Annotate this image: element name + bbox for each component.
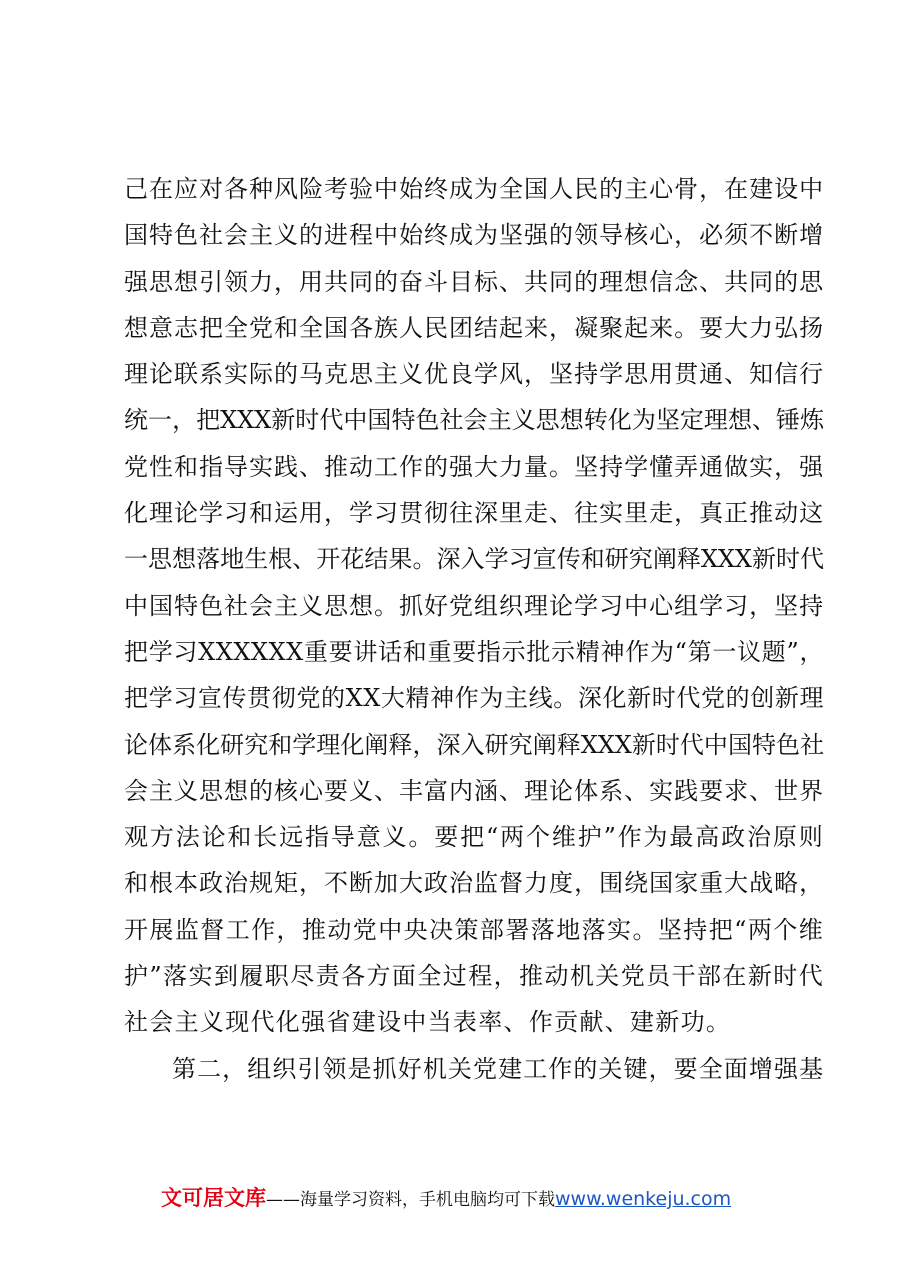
text-line: 党性和指导实践、推动工作的强大力量。坚持学懂弄通做实，强 [124,452,824,481]
paragraph-start-line: 第二，组织引领是抓好机关党建工作的关键，要全面增强基 [172,1054,824,1083]
text-line: 国特色社会主义的进程中始终成为坚强的领导核心，必须不断增 [124,221,824,250]
text-line: 一思想落地生根、开花结果。深入学习宣传和研究阐释XXX新时代 [124,545,824,574]
document-body [124,166,824,1092]
text-line: 观方法论和长远指导意义。要把“两个维护”作为最高政治原则 [124,823,824,852]
footer-brand: 文可居文库 [161,1186,266,1210]
footer-website-link[interactable]: www.wenkeju.com [555,1188,732,1210]
text-line: 把学习XXXXXX重要讲话和重要指示批示精神作为“第一议题”， [124,637,824,666]
text-line: 开展监督工作，推动党中央决策部署落地落实。坚持把“两个维 [124,915,824,944]
text-line: 中国特色社会主义思想。抓好党组织理论学习中心组学习，坚持 [124,591,824,620]
text-line: 己在应对各种风险考验中始终成为全国人民的主心骨，在建设中 [124,175,824,203]
text-line: 论体系化研究和学理化阐释，深入研究阐释XXX新时代中国特色社 [124,730,824,759]
text-line: 护”落实到履职尽责各方面全过程，推动机关党员干部在新时代 [124,962,824,991]
text-line: 强思想引领力，用共同的奋斗目标、共同的理想信念、共同的思 [124,267,824,296]
footer-banner [161,1182,801,1214]
text-line: 理论联系实际的马克思主义优良学风，坚持学思用贯通、知信行 [124,360,824,389]
text-line: 统一，把XXX新时代中国特色社会主义思想转化为坚定理想、锤炼 [124,406,824,435]
paragraph-end-line: 社会主义现代化强省建设中当表率、作贡献、建新功。 [124,1008,732,1037]
text-line: 和根本政治规矩，不断加大政治监督力度，围绕国家重大战略， [124,869,824,898]
text-line: 会主义思想的核心要义、丰富内涵、理论体系、实践要求、世界 [124,776,824,805]
text-line: 想意志把全党和全国各族人民团结起来，凝聚起来。要大力弘扬 [124,313,824,342]
text-line: 把学习宣传贯彻党的XX大精神作为主线。深化新时代党的创新理 [124,684,824,713]
footer-description: ——海量学习资料，手机电脑均可下载 [266,1190,555,1210]
text-line: 化理论学习和运用，学习贯彻往深里走、往实里走，真正推动这 [124,499,824,528]
